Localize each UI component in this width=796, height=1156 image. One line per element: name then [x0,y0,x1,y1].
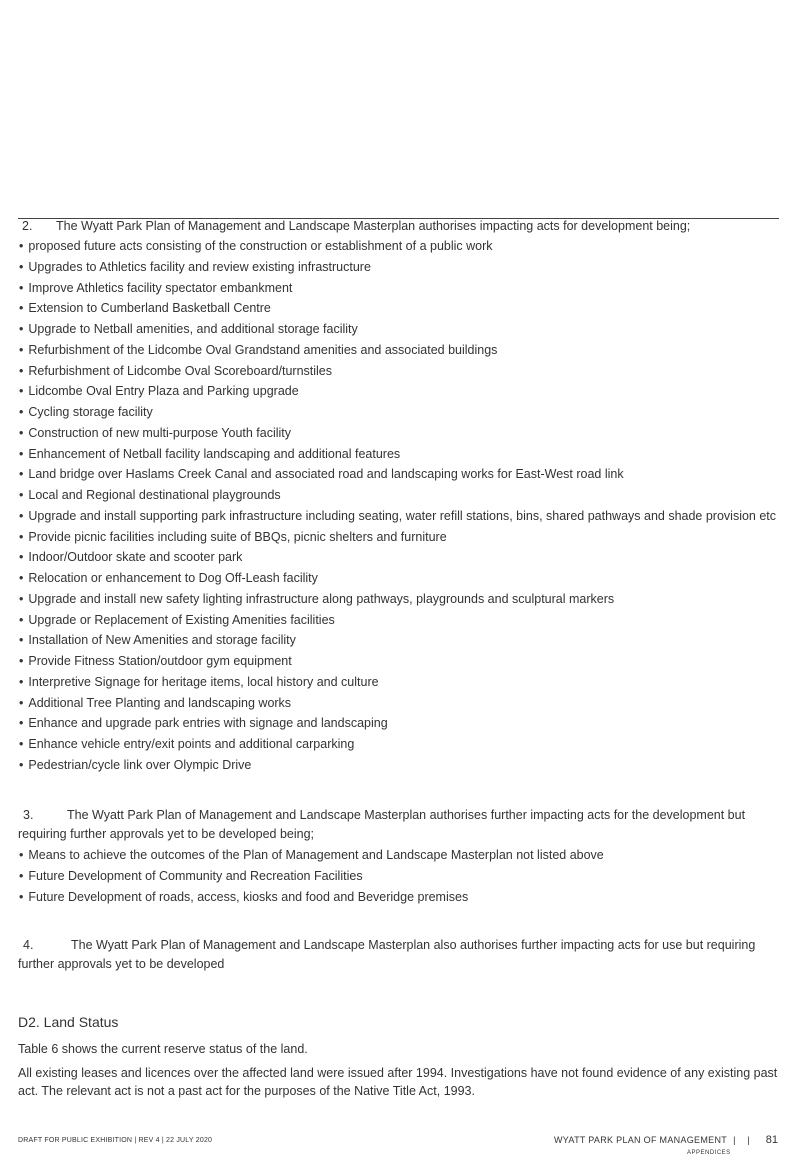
list-item: • Enhance vehicle entry/exit points and additional carparking [19,734,776,755]
list-item: • Relocation or enhancement to Dog Off-Leash facility [19,568,776,589]
list-item: • Provide Fitness Station/outdoor gym equipment [19,651,776,672]
section-3-heading-text: The Wyatt Park Plan of Management and Landscape Masterplan authorises further impacting acts for the development but requiring further approvals yet to be developed being; [18,808,746,841]
footer-title: WYATT PARK PLAN OF MANAGEMENT [554,1135,728,1145]
d2-paragraph-2: All existing leases and licences over the affected land were issued after 1994. Investigations have not found evidence of any existing past act. The relevant act is not a past act for the purposes of the Native Title Act, 1993. [18,1066,778,1098]
list-item: • Lidcombe Oval Entry Plaza and Parking upgrade [19,381,776,402]
list-item: • Extension to Cumberland Basketball Centre [19,298,776,319]
list-item: • Upgrades to Athletics facility and review existing infrastructure [19,257,776,278]
list-item: • Upgrade to Netball amenities, and additional storage facility [19,319,776,340]
list-item: • proposed future acts consisting of the construction or establishment of a public work [19,236,776,257]
section-4-number: 4. [23,938,34,952]
list-item: • Upgrade and install supporting park infrastructure including seating, water refill stations, bins, shared pathways and shade provision etc [19,506,776,527]
list-item: • Improve Athletics facility spectator embankment [19,278,776,299]
section-2-heading-text: The Wyatt Park Plan of Management and Landscape Masterplan authorises impacting acts for development being; [56,219,691,233]
list-item: • Provide picnic facilities including suite of BBQs, picnic shelters and furniture [19,527,776,548]
list-item: • Means to achieve the outcomes of the Plan of Management and Landscape Masterplan not listed above [19,845,604,866]
list-item: • Refurbishment of the Lidcombe Oval Grandstand amenities and associated buildings [19,340,776,361]
page-number: 81 [765,1134,778,1146]
section-4-heading-text: The Wyatt Park Plan of Management and Landscape Masterplan also authorises further impacting acts for use but requiring further approvals yet to be developed [18,938,756,971]
list-item: • Interpretive Signage for heritage items, local history and culture [19,672,776,693]
d2-land-status-heading: D2. Land Status [18,1014,119,1030]
list-item: • Refurbishment of Lidcombe Oval Scoreboard/turnstiles [19,361,776,382]
footer-document-title [554,1134,778,1146]
list-item: • Installation of New Amenities and storage facility [19,630,776,651]
section-3-heading [18,806,758,844]
list-item: • Pedestrian/cycle link over Olympic Drive [19,755,776,776]
footer-separator-2: | [747,1135,750,1145]
list-item: • Upgrade or Replacement of Existing Amenities facilities [19,610,776,631]
section-4-heading [18,936,778,974]
section-2-heading [22,218,690,234]
footer-draft-info: DRAFT FOR PUBLIC EXHIBITION | REV 4 | 22 JULY 2020 [18,1137,213,1144]
list-item: • Construction of new multi-purpose Youth facility [19,423,776,444]
list-item: • Future Development of roads, access, kiosks and food and Beveridge premises [19,887,604,908]
list-item: • Additional Tree Planting and landscaping works [19,693,776,714]
list-item: • Local and Regional destinational playgrounds [19,485,776,506]
section-3-list [19,845,604,907]
footer-subtitle: APPENDICES [687,1150,731,1156]
list-item: • Upgrade and install new safety lighting infrastructure along pathways, playgrounds and sculptural markers [19,589,776,610]
d2-paragraph-1: Table 6 shows the current reserve status of the land. [18,1042,308,1056]
list-item: • Cycling storage facility [19,402,776,423]
list-item: • Indoor/Outdoor skate and scooter park [19,547,776,568]
section-2-number: 2. [22,219,33,233]
list-item: • Land bridge over Haslams Creek Canal and associated road and landscaping works for East-West road link [19,464,776,485]
list-item: • Enhance and upgrade park entries with signage and landscaping [19,713,776,734]
footer-separator: | [733,1135,736,1145]
list-item: • Future Development of Community and Recreation Facilities [19,866,604,887]
section-3-number: 3. [23,808,34,822]
section-2-list [19,236,776,776]
list-item: • Enhancement of Netball facility landscaping and additional features [19,444,776,465]
